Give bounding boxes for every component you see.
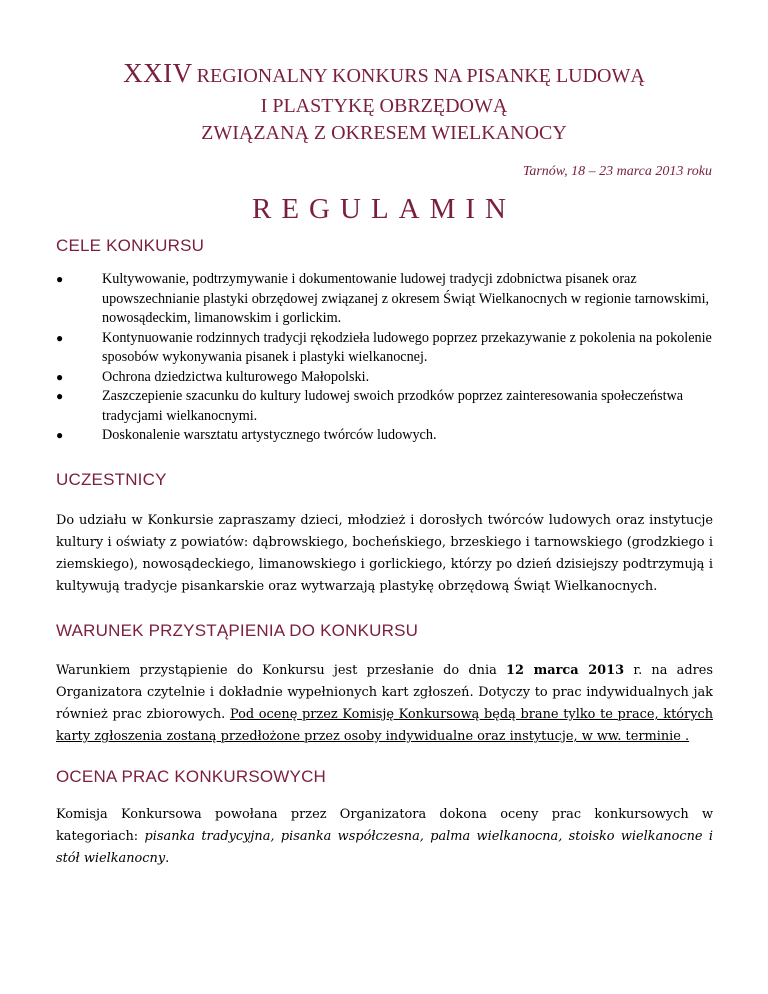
list-item (56, 270, 716, 329)
evaluation-text-a: Komisja Konkursowa powołana przez Organizatora dokona oceny prac konkursowych w kategoriach: (56, 807, 713, 844)
list-item-text: Kontynuowanie rodzinnych tradycji rękodzieła ludowego poprzez przekazywanie z pokolenia na pokolenie sposobów wykonywania pisanek i plastyki wielkanocnej. (102, 329, 712, 365)
evaluation-paragraph (56, 804, 713, 870)
place-date: Tarnów, 18 – 23 marca 2013 roku (522, 164, 712, 179)
evaluation-categories: pisanka tradycyjna, pisanka współczesna, palma wielkanocna, stoisko wielkanocne i stół wielkanocny (56, 829, 713, 866)
section-heading-ocena: OCENA PRAC KONKURSOWYCH (56, 767, 327, 786)
list-item (56, 329, 716, 368)
bullet-icon: ● (56, 428, 64, 442)
conditions-text-a: Warunkiem przystąpienie do Konkursu jest przesłanie do dnia (56, 663, 507, 678)
bullet-icon: ● (56, 272, 64, 286)
bullet-icon: ● (56, 389, 64, 403)
conditions-paragraph (56, 660, 713, 748)
list-item-text: Kultywowanie, podtrzymywanie i dokumentowanie ludowej tradycji zdobnictwa pisanek oraz upowszechnianie plastyki obrzędowej związanej z okresem Świąt Wielkanocnych w regionie tarnowskimi, nowosądeckim, limanowskim i gorlickim. (102, 271, 710, 326)
section-heading-warunek: WARUNEK PRZYSTĄPIENIA DO KONKURSU (56, 621, 419, 640)
title-line-3: ZWIĄZANĄ Z OKRESEM WIELKANOCY (201, 122, 567, 144)
list-item (56, 426, 716, 446)
list-item-text: Zaszczepienie szacunku do kultury ludowej swoich przodków poprzez zainteresowania społeczeństwa tradycjami wielkanocnymi. (102, 388, 684, 424)
list-item-text: Doskonalenie warsztatu artystycznego twórców ludowych. (102, 427, 437, 443)
list-item (56, 387, 716, 426)
participants-paragraph: Do udziału w Konkursie zapraszamy dzieci, młodzież i dorosłych twórców ludowych oraz instytucje kultury i oświaty z powiatów: dąbrowskiego, bocheńskiego, brzeskiego i tarnowskiego (grodzkiego i ziemskiego), nowosądeckiego, limanowskiego i gorlickiego, którzy po dzień dzisiejszy podtrzymują i kultywują tradycje pisankarskie oraz wytwarzają plastykę obrzędową Świąt Wielkanocnych. (56, 513, 713, 594)
bullet-icon: ● (56, 330, 64, 345)
evaluation-text-b: . (165, 851, 170, 866)
edition-number: XXIV (123, 58, 193, 88)
bullet-icon: ● (56, 369, 64, 384)
document-title: REGULAMIN (252, 193, 516, 225)
title-line-1 (0, 58, 768, 89)
title-text-1: REGIONALNY KONKURS NA PISANKĘ LUDOWĄ (196, 65, 645, 87)
list-item-text: Ochrona dziedzictwa kulturowego Małopolski. (102, 368, 370, 385)
conditions-underlined-note: Pod ocenę przez Komisję Konkursową będą brane tylko te prace, których karty zgłoszenia zostaną przedłożone przez osoby indywidualne oraz instytucje, w ww. terminie . (56, 707, 714, 744)
section-heading-cele: CELE KONKURSU (56, 236, 205, 255)
conditions-text-b: r. na adres Organizatora czytelnie i dokładnie wypełnionych kart zgłoszeń. Dotyczy to prac indywidualnych jak również prac zbiorowych. (56, 663, 714, 722)
title-line-2: I PLASTYKĘ OBRZĘDOWĄ (260, 95, 508, 117)
deadline-date: 12 marca 2013 (506, 663, 625, 678)
list-item (56, 368, 716, 388)
goals-list (56, 270, 716, 446)
section-heading-uczestnicy: UCZESTNICY (56, 470, 167, 489)
